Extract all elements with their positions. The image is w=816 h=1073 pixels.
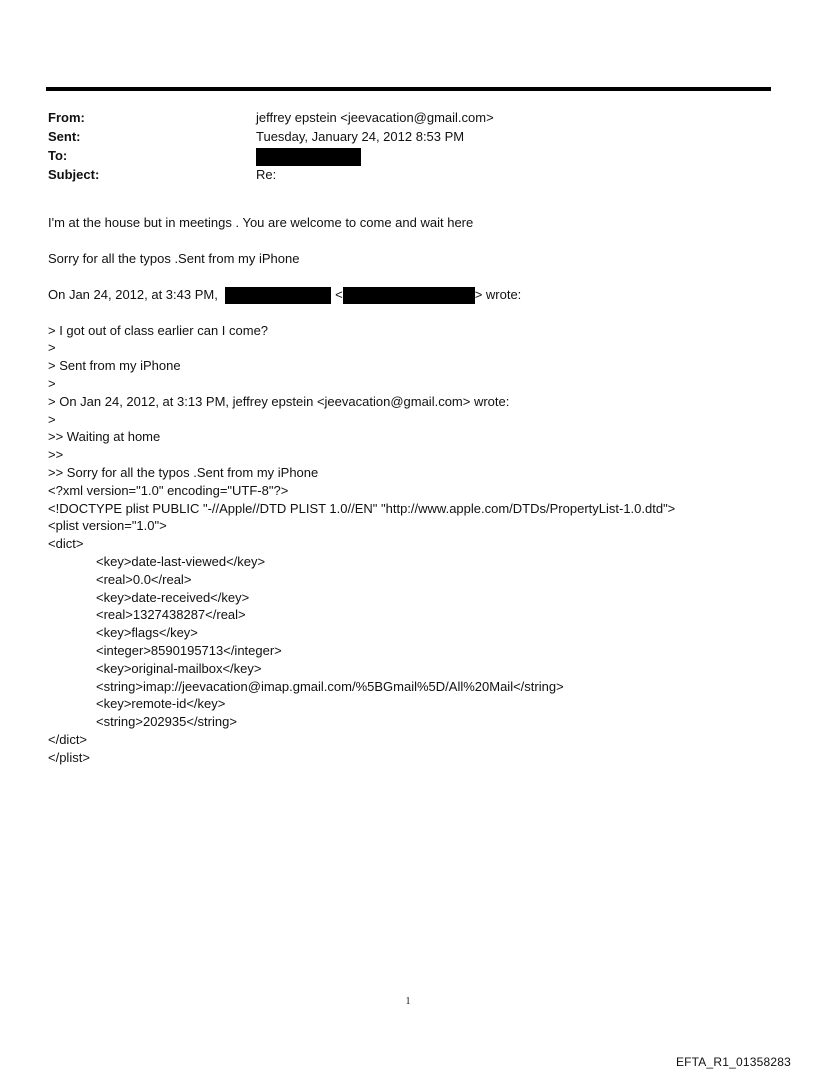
to-label: To: — [48, 148, 68, 163]
quoted-line: > Sent from my iPhone — [48, 358, 181, 374]
plist-line: </plist> — [48, 749, 90, 765]
plist-line: <dict> — [48, 536, 84, 552]
plist-line: <string>imap://jeevacation@imap.gmail.com/%5BGmail%5D/All%20Mail</string> — [96, 678, 564, 694]
plist-line: <key>date-received</key> — [96, 589, 250, 605]
wrote-line — [48, 286, 788, 304]
plist-line: <plist version="1.0"> — [48, 518, 167, 534]
plist-line: <?xml version="1.0" encoding="UTF-8"?> — [48, 482, 289, 498]
plist-block — [48, 482, 788, 767]
redaction-block — [256, 148, 361, 166]
quoted-line: >> Waiting at home — [48, 429, 161, 445]
quoted-line: >> Sorry for all the typos .Sent from my iPhone — [48, 465, 319, 481]
from-value: jeffrey epstein <jeevacation@gmail.com> — [256, 110, 494, 125]
plist-line: <key>date-last-viewed</key> — [96, 554, 266, 570]
wrote-prefix: On Jan 24, 2012, at 3:43 PM, — [48, 286, 218, 302]
redaction-block — [343, 287, 475, 304]
quoted-line: > — [48, 376, 56, 392]
quoted-line: > — [48, 340, 56, 356]
header-divider — [46, 87, 771, 91]
plist-line: <key>original-mailbox</key> — [96, 660, 262, 676]
quoted-line: > On Jan 24, 2012, at 3:13 PM, jeffrey epstein <jeevacation@gmail.com> wrote: — [48, 393, 510, 409]
page-number: 1 — [405, 996, 411, 1007]
plist-line: <key>flags</key> — [96, 625, 198, 641]
plist-line: <!DOCTYPE plist PUBLIC "-//Apple//DTD PLIST 1.0//EN" "http://www.apple.com/DTDs/PropertyList-1.0.dtd"> — [48, 500, 676, 516]
plist-line: <string>202935</string> — [96, 714, 237, 730]
from-label: From: — [48, 110, 85, 125]
email-body — [48, 214, 788, 767]
quoted-line: >> — [48, 447, 64, 463]
subject-label: Subject: — [48, 167, 100, 182]
document-id: EFTA_R1_01358283 — [675, 1055, 791, 1069]
sent-value: Tuesday, January 24, 2012 8:53 PM — [256, 129, 465, 144]
body-paragraph-2: Sorry for all the typos .Sent from my iPhone — [48, 250, 300, 266]
quoted-line: > I got out of class earlier can I come? — [48, 322, 269, 338]
wrote-lt: < — [335, 286, 343, 302]
subject-value: Re: — [256, 167, 277, 182]
redaction-block — [225, 287, 331, 304]
body-paragraph-1: I'm at the house but in meetings . You are welcome to come and wait here — [48, 215, 474, 230]
sent-label: Sent: — [48, 129, 81, 144]
to-value — [256, 146, 361, 166]
quoted-message — [48, 322, 788, 482]
plist-line: <integer>8590195713</integer> — [96, 643, 282, 658]
plist-line: <real>1327438287</real> — [96, 607, 246, 623]
plist-line: <key>remote-id</key> — [96, 696, 226, 712]
quoted-line: > — [48, 411, 56, 427]
plist-line: <real>0.0</real> — [96, 571, 192, 587]
plist-line: </dict> — [48, 731, 88, 747]
wrote-suffix: > wrote: — [474, 286, 522, 302]
